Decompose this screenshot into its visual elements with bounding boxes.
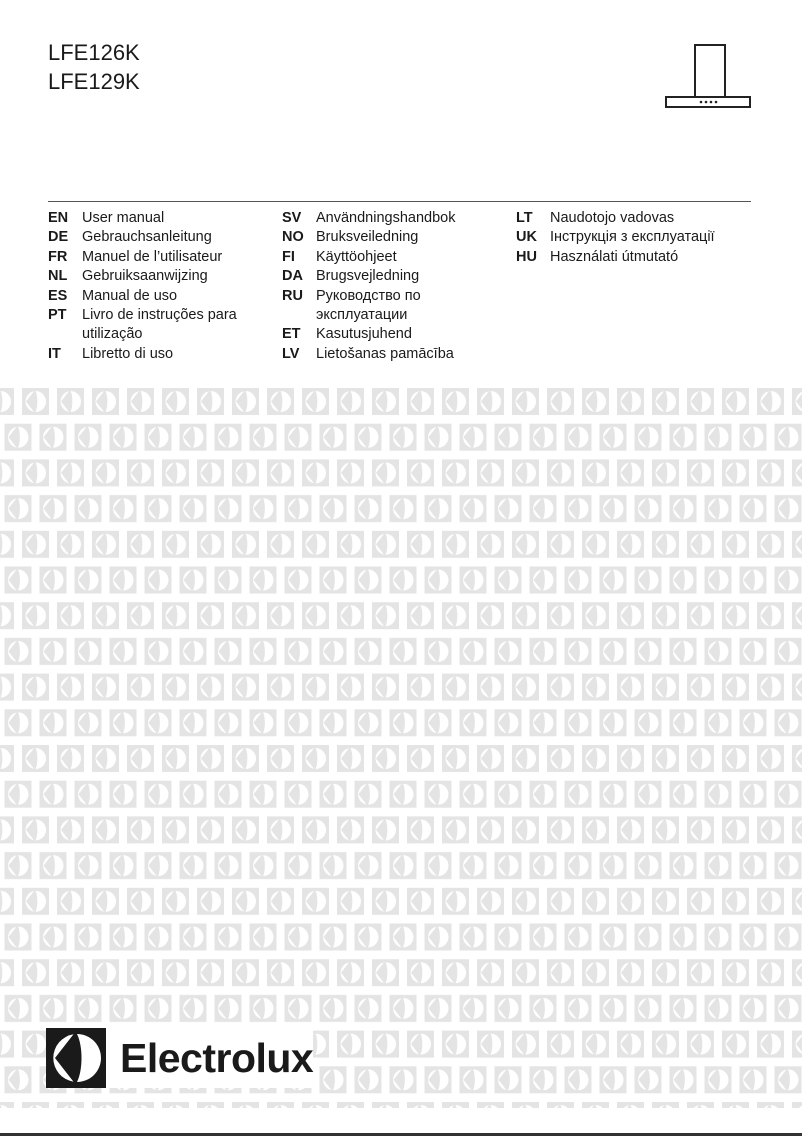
language-item [48,267,252,286]
language-item [48,287,252,306]
language-item [282,325,486,344]
brand-name: Electrolux [120,1034,314,1081]
language-item [282,345,486,364]
language-item [48,228,252,247]
lang-code: PT [48,307,67,324]
language-item [516,209,770,228]
lang-code: IT [48,345,61,362]
logo-pattern-background [0,380,802,1120]
language-item [516,228,770,247]
lang-label: Kasutusjuhend [316,326,412,343]
lang-label: Naudotojo vadovas [550,210,675,226]
lang-label: Libretto di uso [82,345,174,362]
language-item [282,228,486,247]
model-numbers [48,38,140,96]
electrolux-symbol-icon [46,1028,106,1088]
lang-label: Manuel de l’utilisateur [82,248,223,265]
language-item [516,248,770,267]
lang-code: NL [48,268,68,285]
language-column [48,209,252,364]
lang-label: Gebrauchsanleitung [82,229,212,246]
lang-label: User manual [82,210,165,226]
lang-label: Användningshandbok [316,210,456,226]
lang-label: Bruksveiledning [316,229,419,246]
lang-code: FI [282,248,295,265]
model-number: LFE129K [48,69,140,94]
language-item [48,345,252,364]
language-item [282,248,486,267]
lang-code: NO [282,229,304,246]
lang-label: Lietošanas pamācība [316,345,454,362]
language-item [48,248,252,267]
lang-label: Brugsvejledning [316,268,420,285]
lang-code: DA [282,268,303,285]
lang-code: FR [48,248,68,265]
lang-label: Livro de instruções para utilização [82,307,237,343]
electrolux-logo [46,1028,313,1088]
lang-label: Käyttöohjeet [316,248,397,265]
lang-label: Manual de uso [82,287,178,304]
cooker-hood-icon [664,40,752,110]
lang-code: LV [282,345,300,362]
lang-code: ET [282,326,301,343]
language-item [282,287,486,326]
language-column [516,209,770,267]
language-item [48,209,252,228]
lang-label: Руководство по эксплуатации [316,287,421,324]
lang-code: ES [48,287,68,304]
lang-code: LT [516,210,533,226]
lang-code: SV [282,210,302,226]
language-item [282,267,486,286]
lang-code: UK [516,229,537,246]
model-number: LFE126K [48,40,140,65]
lang-code: RU [282,287,303,304]
language-column [282,209,486,364]
lang-code: DE [48,229,69,246]
lang-label: Інструкція з експлуатації [550,229,715,246]
lang-label: Gebruiksaanwijzing [82,268,208,285]
lang-code: HU [516,248,537,265]
language-item [48,306,252,345]
divider [48,201,751,202]
language-item [282,209,486,228]
lang-label: Használati útmutató [550,248,679,265]
lang-code: EN [48,210,69,226]
